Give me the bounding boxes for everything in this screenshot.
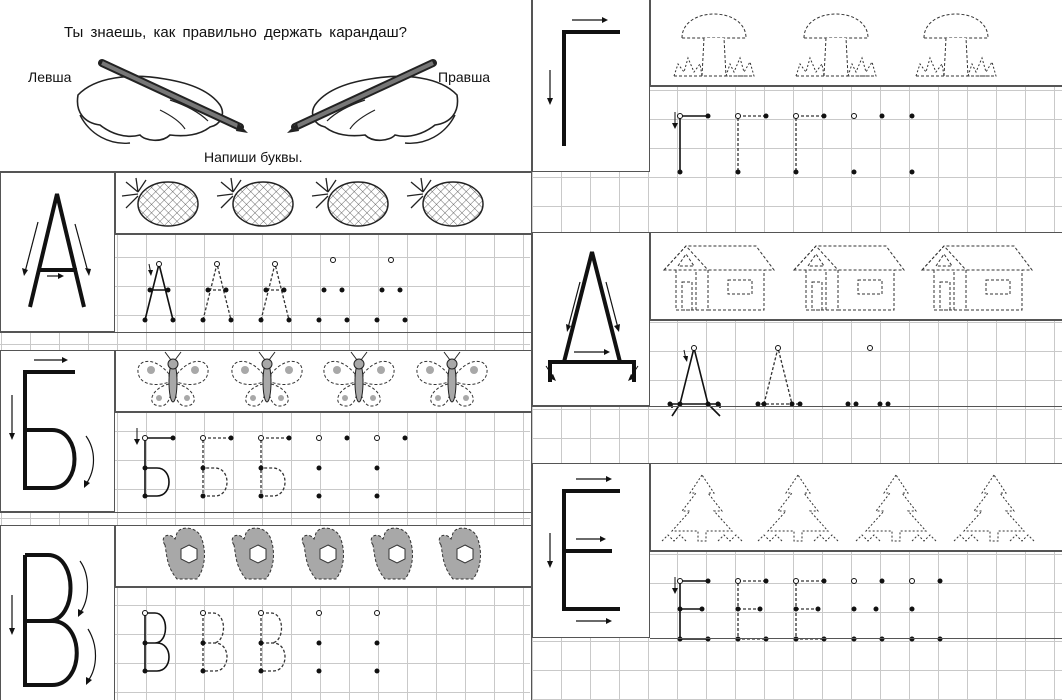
divider <box>0 512 532 513</box>
mushroom-icons <box>650 0 1062 86</box>
letter-a-glyph <box>0 172 115 332</box>
letter-b-tracing-row <box>115 412 532 512</box>
divider <box>650 638 1062 639</box>
letter-g-glyph <box>532 0 650 172</box>
pineapple-icons <box>115 172 532 234</box>
divider <box>532 406 1062 407</box>
left-hand-label: Левша <box>28 69 72 85</box>
house-icons <box>650 232 1062 320</box>
right-hand-with-pencil-icon <box>275 55 465 155</box>
letter-d-glyph <box>532 232 650 406</box>
divider <box>0 332 532 333</box>
letter-d-tracing-row <box>650 320 1062 406</box>
header-question: Ты знаешь, как правильно держать карандаш? <box>64 24 407 41</box>
instruction-text: Напиши буквы. <box>204 149 303 165</box>
mitten-icons <box>115 525 532 587</box>
letter-b-glyph <box>0 350 115 512</box>
letter-v-tracing-row <box>115 587 532 700</box>
letter-v-glyph <box>0 525 115 700</box>
butterfly-icons <box>115 350 532 412</box>
letter-e-tracing-row <box>650 551 1062 641</box>
right-hand-label: Правша <box>438 69 491 85</box>
letter-e-glyph <box>532 463 650 638</box>
fir-tree-icons <box>650 463 1062 551</box>
left-hand-with-pencil-icon <box>70 55 260 155</box>
letter-a-tracing-row <box>115 234 532 332</box>
letter-g-tracing-row <box>650 86 1062 186</box>
